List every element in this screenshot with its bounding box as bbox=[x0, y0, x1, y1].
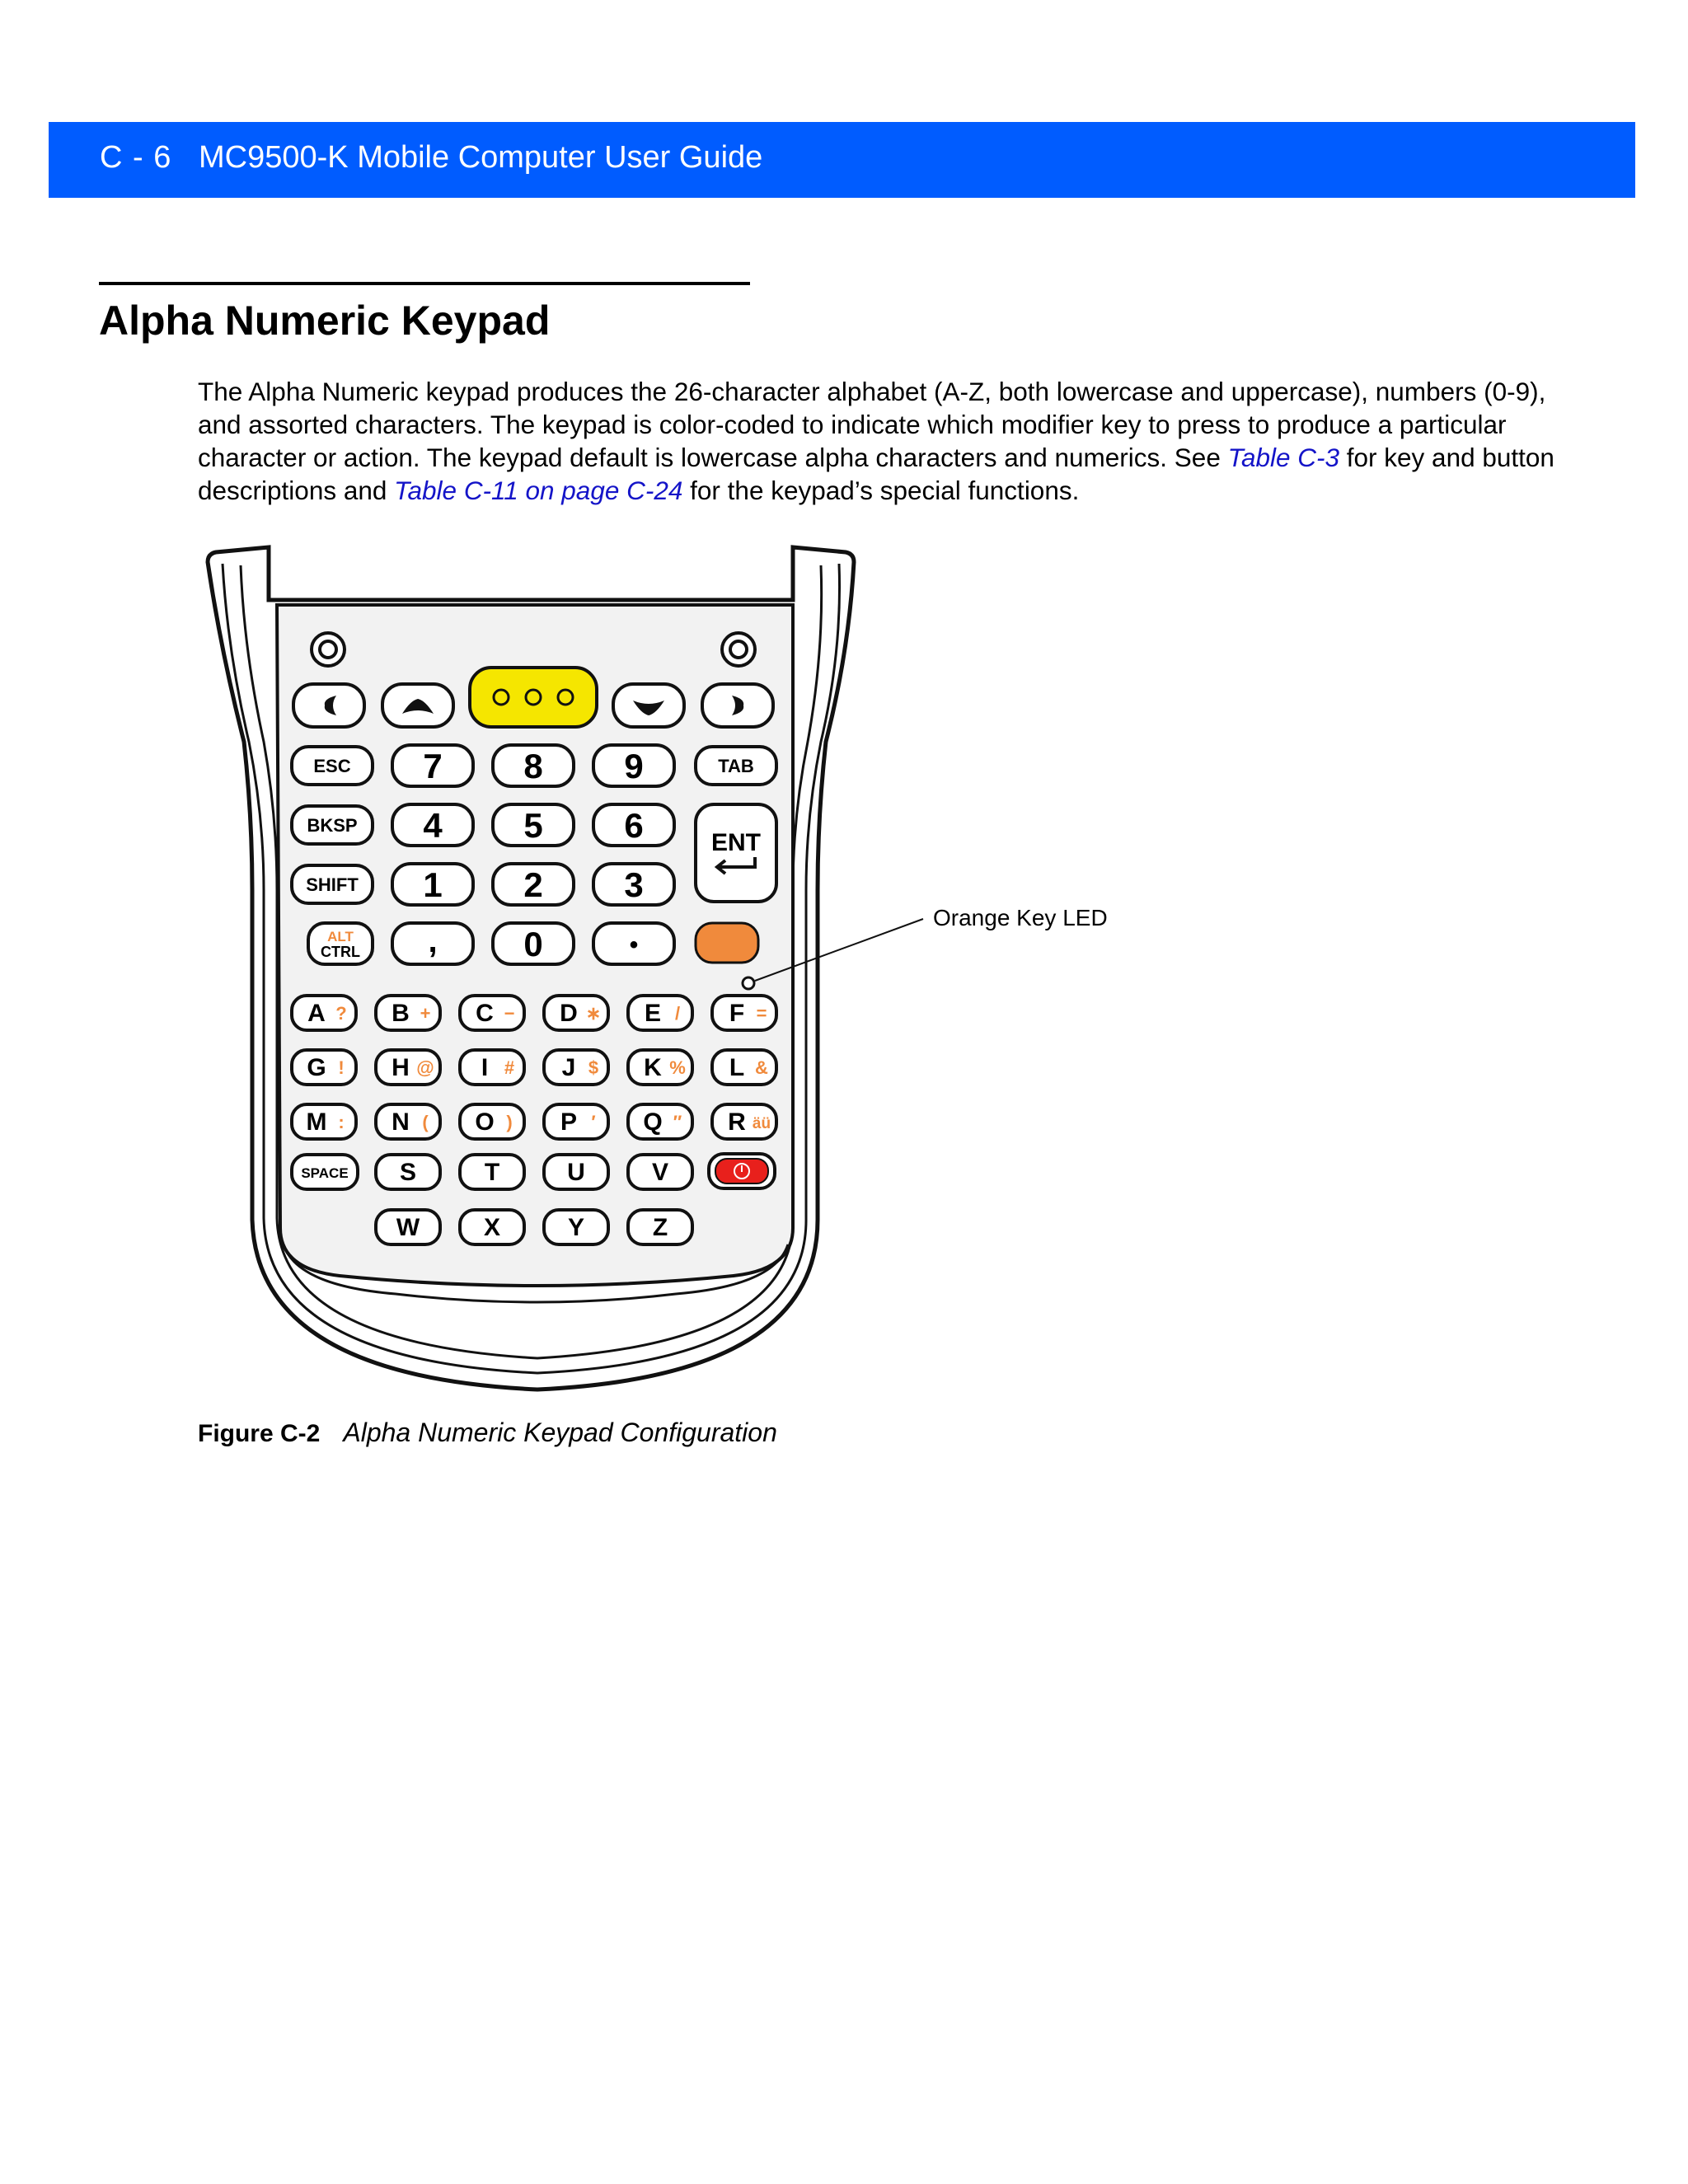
key-o[interactable] bbox=[460, 1104, 524, 1139]
space-key-label: SPACE bbox=[301, 1165, 349, 1181]
callout-label: Orange Key LED bbox=[933, 905, 1108, 930]
orange-modifier-key[interactable] bbox=[696, 923, 758, 963]
key-v-label: V bbox=[651, 1159, 669, 1186]
key-m[interactable] bbox=[292, 1104, 356, 1139]
key-e-label: E bbox=[644, 1000, 662, 1027]
key-c-label: C bbox=[476, 1000, 494, 1027]
key-3-label: 3 bbox=[624, 865, 644, 904]
ctrl-key-label: CTRL bbox=[321, 944, 360, 960]
key-i[interactable] bbox=[460, 1050, 524, 1085]
key-p-alt-label: ′ bbox=[591, 1112, 596, 1132]
key-s[interactable] bbox=[376, 1155, 440, 1189]
xref-table-c11[interactable]: Table C-11 on page C-24 bbox=[394, 476, 683, 505]
right-arrow-key[interactable] bbox=[702, 684, 773, 727]
key-m-alt-label: : bbox=[338, 1112, 345, 1132]
key-3[interactable] bbox=[593, 864, 674, 905]
power-key[interactable] bbox=[709, 1154, 775, 1188]
key-v[interactable] bbox=[628, 1155, 692, 1189]
esc-key-label: ESC bbox=[313, 756, 351, 776]
key-u-label: U bbox=[567, 1159, 585, 1186]
key-0[interactable] bbox=[493, 923, 574, 964]
key-d-label: D bbox=[560, 1000, 578, 1027]
space-key[interactable] bbox=[292, 1155, 358, 1189]
key-5[interactable] bbox=[493, 804, 574, 846]
key-c-alt-label: − bbox=[504, 1003, 515, 1024]
dot-key-label: • bbox=[629, 931, 639, 958]
orange-key-led bbox=[743, 977, 754, 989]
key-e-alt-label: / bbox=[674, 1003, 681, 1024]
key-d[interactable] bbox=[544, 996, 608, 1030]
key-5-label: 5 bbox=[523, 806, 543, 845]
key-9-label: 9 bbox=[624, 747, 644, 785]
key-l-label: L bbox=[729, 1054, 745, 1081]
esc-key[interactable] bbox=[292, 747, 373, 785]
key-8[interactable] bbox=[493, 745, 574, 786]
key-x[interactable] bbox=[460, 1210, 524, 1244]
ent-key-label: ENT bbox=[711, 829, 761, 856]
key-g-alt-label: ! bbox=[338, 1057, 345, 1078]
key-9[interactable] bbox=[593, 745, 674, 786]
key-n[interactable] bbox=[376, 1104, 440, 1139]
key-x-label: X bbox=[483, 1214, 501, 1241]
figure-caption bbox=[198, 1418, 777, 1448]
intro-text-2: for key and button descriptions and bbox=[198, 443, 1554, 505]
key-6-label: 6 bbox=[624, 806, 644, 845]
key-z[interactable] bbox=[628, 1210, 692, 1244]
key-7-label: 7 bbox=[423, 747, 443, 785]
key-k[interactable] bbox=[628, 1050, 692, 1085]
key-4[interactable] bbox=[392, 804, 473, 846]
key-m-label: M bbox=[306, 1108, 327, 1136]
up-arrow-key[interactable] bbox=[382, 684, 453, 727]
bksp-key[interactable] bbox=[292, 806, 373, 844]
key-r-alt-label: äü bbox=[752, 1115, 771, 1132]
key-w-label: W bbox=[396, 1214, 420, 1241]
key-h-alt-label: @ bbox=[416, 1057, 434, 1078]
key-j-label: J bbox=[561, 1054, 576, 1081]
key-h-label: H bbox=[392, 1054, 410, 1081]
key-s-label: S bbox=[399, 1159, 417, 1186]
key-z-label: Z bbox=[652, 1214, 668, 1241]
center-select-key[interactable] bbox=[470, 668, 597, 727]
comma-key[interactable] bbox=[392, 923, 473, 964]
page-number: C - 6 bbox=[100, 140, 172, 175]
bksp-key-label: BKSP bbox=[307, 815, 358, 836]
key-r-label: R bbox=[728, 1108, 746, 1136]
section-title: Alpha Numeric Keypad bbox=[99, 298, 551, 344]
key-2[interactable] bbox=[493, 864, 574, 905]
key-j-alt-label: $ bbox=[588, 1057, 599, 1078]
key-c[interactable] bbox=[460, 996, 524, 1030]
xref-table-c3[interactable]: Table C-3 bbox=[1227, 443, 1340, 472]
key-e[interactable] bbox=[628, 996, 692, 1030]
key-k-alt-label: % bbox=[669, 1057, 686, 1078]
key-j[interactable] bbox=[544, 1050, 608, 1085]
screw-left-icon bbox=[312, 633, 345, 666]
key-k-label: K bbox=[644, 1054, 662, 1081]
key-u[interactable] bbox=[544, 1155, 608, 1189]
key-i-label: I bbox=[481, 1054, 489, 1081]
key-q[interactable] bbox=[628, 1104, 692, 1139]
key-a-label: A bbox=[307, 1000, 326, 1027]
screw-right-icon bbox=[722, 633, 755, 666]
down-arrow-key[interactable] bbox=[613, 684, 684, 727]
key-l-alt-label: & bbox=[755, 1057, 768, 1078]
key-n-alt-label: ( bbox=[422, 1112, 429, 1132]
key-7[interactable] bbox=[392, 745, 473, 786]
keypad-figure bbox=[198, 544, 1154, 1401]
key-b-label: B bbox=[392, 1000, 410, 1027]
key-0-label: 0 bbox=[523, 925, 543, 963]
key-o-alt-label: ) bbox=[506, 1112, 513, 1132]
key-g-label: G bbox=[307, 1054, 326, 1081]
key-q-label: Q bbox=[643, 1108, 663, 1136]
alt-ctrl-key[interactable] bbox=[308, 923, 373, 964]
comma-key-label: , bbox=[428, 923, 438, 959]
tab-key[interactable] bbox=[696, 747, 776, 785]
key-2-label: 2 bbox=[523, 865, 543, 904]
key-a[interactable] bbox=[292, 996, 356, 1030]
key-1[interactable] bbox=[392, 864, 473, 905]
document-title: MC9500-K Mobile Computer User Guide bbox=[199, 140, 763, 175]
shift-key[interactable] bbox=[292, 865, 373, 903]
left-arrow-key[interactable] bbox=[293, 684, 364, 727]
key-l[interactable] bbox=[712, 1050, 776, 1085]
key-f-label: F bbox=[729, 1000, 745, 1027]
key-a-alt-label: ? bbox=[335, 1003, 347, 1024]
key-h[interactable] bbox=[376, 1050, 440, 1085]
key-p[interactable] bbox=[544, 1104, 608, 1139]
key-f[interactable] bbox=[712, 996, 776, 1030]
key-b-alt-label: + bbox=[420, 1003, 431, 1024]
figure-number: Figure C-2 bbox=[198, 1420, 321, 1447]
key-b[interactable] bbox=[376, 996, 440, 1030]
keypad-illustration bbox=[198, 544, 1154, 1401]
key-n-label: N bbox=[392, 1108, 410, 1136]
key-1-label: 1 bbox=[423, 865, 443, 904]
key-6[interactable] bbox=[593, 804, 674, 846]
section-rule bbox=[99, 282, 750, 285]
key-8-label: 8 bbox=[523, 747, 543, 785]
key-g[interactable] bbox=[292, 1050, 356, 1085]
key-o-label: O bbox=[475, 1108, 495, 1136]
key-w[interactable] bbox=[376, 1210, 440, 1244]
intro-text-1: The Alpha Numeric keypad produces the 26-character alphabet (A-Z, both lowercase and uppercase), numbers (0-9), and assorted characters. The keypad is color-coded to indicate which modifier key to press to produce a particular character or action. The keypad default is lowercase alpha characters and numerics. See bbox=[198, 377, 1546, 472]
shift-key-label: SHIFT bbox=[306, 874, 359, 895]
intro-text-3: for the keypad’s special functions. bbox=[682, 476, 1080, 505]
ent-key[interactable] bbox=[696, 804, 776, 902]
key-q-alt-label: ″ bbox=[673, 1112, 682, 1132]
key-d-alt-label: ∗ bbox=[585, 1003, 602, 1024]
key-y[interactable] bbox=[544, 1210, 608, 1244]
key-4-label: 4 bbox=[423, 806, 443, 845]
figure-caption-text: Alpha Numeric Keypad Configuration bbox=[343, 1418, 777, 1447]
header-bar bbox=[49, 122, 1635, 198]
intro-paragraph bbox=[198, 375, 1582, 507]
key-t[interactable] bbox=[460, 1155, 524, 1189]
key-y-label: Y bbox=[567, 1214, 585, 1241]
key-i-alt-label: # bbox=[504, 1057, 515, 1078]
dot-key[interactable] bbox=[593, 923, 674, 964]
key-p-label: P bbox=[560, 1108, 578, 1136]
tab-key-label: TAB bbox=[718, 756, 754, 776]
key-r[interactable] bbox=[712, 1104, 776, 1139]
alt-key-label: ALT bbox=[327, 929, 354, 944]
key-f-alt-label: = bbox=[756, 1003, 767, 1024]
key-t-label: T bbox=[484, 1159, 500, 1186]
